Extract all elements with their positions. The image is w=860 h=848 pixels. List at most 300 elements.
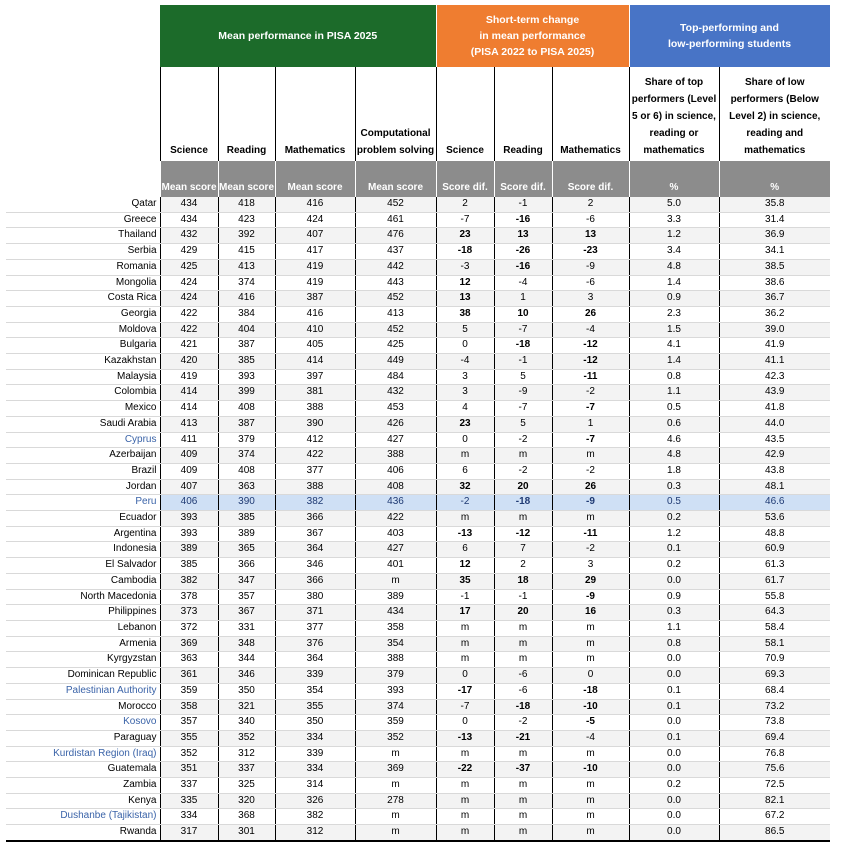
table-cell: 452 [355,197,436,212]
table-cell: 385 [160,558,218,574]
table-cell: -2 [494,432,552,448]
table-cell: -9 [552,259,629,275]
table-cell: m [436,778,494,794]
table-row [6,306,830,322]
table-cell: 0.1 [629,730,719,746]
country-name: Saudi Arabia [6,416,160,432]
country-name: Thailand [6,228,160,244]
table-cell: 331 [218,620,275,636]
table-row [6,652,830,668]
table-cell: 424 [160,275,218,291]
table-cell: 358 [355,620,436,636]
table-row [6,354,830,370]
table-cell: 48.1 [719,479,830,495]
table-cell: 0 [436,432,494,448]
group-mean-performance: Mean performance in PISA 2025 [160,5,436,67]
table-cell: 429 [160,244,218,260]
table-cell: 387 [218,338,275,354]
group-short-term-change [436,5,629,67]
table-row [6,778,830,794]
table-row [6,511,830,527]
table-cell: 413 [218,259,275,275]
table-cell: 412 [275,432,355,448]
table-cell: 417 [275,244,355,260]
table-cell: 12 [436,275,494,291]
country-name: Peru [6,495,160,511]
table-cell: 476 [355,228,436,244]
country-name: Azerbaijan [6,448,160,464]
table-cell: 1.2 [629,526,719,542]
table-cell: 393 [355,683,436,699]
table-cell: 41.8 [719,401,830,417]
country-name: Cyprus [6,432,160,448]
table-cell: 0 [436,715,494,731]
table-body [6,197,830,841]
country-name: Dushanbe (Tajikistan) [6,809,160,825]
table-cell: 38.6 [719,275,830,291]
table-cell: -7 [552,432,629,448]
table-cell: -11 [552,369,629,385]
table-cell: 367 [218,605,275,621]
table-cell: 13 [552,228,629,244]
table-cell: m [436,809,494,825]
table-cell: -16 [494,259,552,275]
table-cell: 16 [552,605,629,621]
table-cell: 344 [218,652,275,668]
table-cell: -26 [494,244,552,260]
table-cell: 406 [355,463,436,479]
table-cell: 404 [218,322,275,338]
table-row [6,558,830,574]
table-row [6,542,830,558]
table-cell: 357 [160,715,218,731]
table-cell: 39.0 [719,322,830,338]
table-cell: 422 [275,448,355,464]
col-header-reading: Reading [218,67,275,161]
country-name: North Macedonia [6,589,160,605]
table-cell: 0.1 [629,699,719,715]
country-name: Indonesia [6,542,160,558]
table-cell: -7 [494,322,552,338]
table-row [6,605,830,621]
table-cell: m [494,825,552,841]
unit-label: Score dif. [494,161,552,197]
table-cell: -7 [494,401,552,417]
table-cell: 0 [552,668,629,684]
table-cell: 69.3 [719,668,830,684]
table-cell: 368 [218,809,275,825]
table-cell: 361 [160,668,218,684]
country-name: Armenia [6,636,160,652]
table-cell: 3.4 [629,244,719,260]
table-row [6,369,830,385]
table-cell: 53.6 [719,511,830,527]
table-cell: 18 [494,573,552,589]
table-cell: 0.5 [629,401,719,417]
table-cell: -2 [436,495,494,511]
subheader-row [6,67,830,161]
table-cell: 1.5 [629,322,719,338]
table-cell: 408 [355,479,436,495]
col-header-mathematics-change: Mathematics [552,67,629,161]
table-cell: -18 [436,244,494,260]
table-row [6,322,830,338]
table-cell: 388 [275,479,355,495]
table-cell: 46.6 [719,495,830,511]
table-cell: 421 [160,338,218,354]
table-cell: 388 [355,652,436,668]
table-cell: 427 [355,542,436,558]
table-cell: 0 [436,338,494,354]
country-name: Philippines [6,605,160,621]
table-cell: -1 [436,589,494,605]
table-cell: -2 [552,542,629,558]
table-cell: 0.2 [629,558,719,574]
table-cell: 369 [160,636,218,652]
table-cell: -5 [552,715,629,731]
table-cell: 355 [160,730,218,746]
unit-label: % [719,161,830,197]
table-cell: 407 [275,228,355,244]
table-cell: 409 [160,448,218,464]
table-cell: 43.8 [719,463,830,479]
table-cell: 405 [275,338,355,354]
table-row [6,526,830,542]
table-cell: 35.8 [719,197,830,212]
table-cell: 3 [436,385,494,401]
table-cell: 432 [355,385,436,401]
table-cell: 17 [436,605,494,621]
table-cell: 442 [355,259,436,275]
country-name: Zambia [6,778,160,794]
table-cell: 377 [275,620,355,636]
pisa-results-table [6,5,831,842]
country-name: Kyrgyzstan [6,652,160,668]
table-cell: 437 [355,244,436,260]
table-cell: 392 [218,228,275,244]
table-cell: m [494,636,552,652]
table-cell: 5 [494,416,552,432]
table-cell: 2 [494,558,552,574]
table-row [6,291,830,307]
table-cell: -11 [552,526,629,542]
table-cell: 0.0 [629,809,719,825]
table-cell: 75.6 [719,762,830,778]
table-cell: m [436,511,494,527]
table-cell: 379 [355,668,436,684]
table-cell: 407 [160,479,218,495]
table-cell: m [436,825,494,841]
table-cell: 414 [160,401,218,417]
table-cell: 334 [275,730,355,746]
table-cell: 452 [355,322,436,338]
table-cell: -2 [494,463,552,479]
table-cell: 4.8 [629,259,719,275]
table-cell: 55.8 [719,589,830,605]
table-cell: -1 [494,589,552,605]
table-cell: m [552,620,629,636]
country-name: Romania [6,259,160,275]
table-cell: 337 [218,762,275,778]
table-cell: 414 [160,385,218,401]
country-name: Brazil [6,463,160,479]
table-cell: 339 [275,746,355,762]
table-cell: 38 [436,306,494,322]
table-cell: 357 [218,589,275,605]
table-cell: 423 [218,212,275,228]
table-cell: 452 [355,291,436,307]
table-cell: 420 [160,354,218,370]
table-cell: 335 [160,793,218,809]
table-cell: m [355,573,436,589]
country-name: Jordan [6,479,160,495]
country-name: Greece [6,212,160,228]
table-cell: 363 [160,652,218,668]
group3-line1: Top-performing and [680,22,779,34]
table-cell: 376 [275,636,355,652]
table-cell: m [494,448,552,464]
table-cell: -3 [436,259,494,275]
table-cell: 358 [160,699,218,715]
group3-line2: low-performing students [667,38,792,50]
table-row [6,416,830,432]
table-cell: 351 [160,762,218,778]
table-cell: 453 [355,401,436,417]
table-cell: 416 [218,291,275,307]
table-cell: 382 [160,573,218,589]
table-cell: 6 [436,463,494,479]
table-row [6,746,830,762]
table-cell: 29 [552,573,629,589]
unit-row [6,161,830,197]
table-cell: 422 [355,511,436,527]
country-name: Paraguay [6,730,160,746]
table-cell: 409 [160,463,218,479]
table-cell: 372 [160,620,218,636]
table-cell: 0.0 [629,793,719,809]
table-cell: 359 [160,683,218,699]
table-row [6,620,830,636]
table-cell: m [436,620,494,636]
table-cell: -37 [494,762,552,778]
table-cell: 366 [218,558,275,574]
col-header-science-change: Science [436,67,494,161]
table-cell: 369 [355,762,436,778]
country-name: Lebanon [6,620,160,636]
table-cell: 363 [218,479,275,495]
table-cell: 411 [160,432,218,448]
table-row [6,479,830,495]
table-cell: 0.8 [629,636,719,652]
table-cell: 76.8 [719,746,830,762]
table-cell: 426 [355,416,436,432]
table-cell: -6 [494,668,552,684]
table-cell: 366 [275,511,355,527]
table-cell: 382 [275,495,355,511]
table-cell: 0.0 [629,746,719,762]
table-cell: 381 [275,385,355,401]
table-cell: 419 [160,369,218,385]
col-header-reading-change: Reading [494,67,552,161]
table-cell: m [552,511,629,527]
table-cell: 382 [275,809,355,825]
table-row [6,385,830,401]
table-cell: 359 [355,715,436,731]
table-cell: -4 [552,322,629,338]
table-cell: 73.2 [719,699,830,715]
table-cell: 374 [355,699,436,715]
table-cell: 3.3 [629,212,719,228]
table-cell: 350 [275,715,355,731]
table-cell: -12 [494,526,552,542]
table-cell: m [436,746,494,762]
unit-label: Mean score [218,161,275,197]
table-cell: 387 [275,291,355,307]
country-name: Moldova [6,322,160,338]
table-cell: 354 [355,636,436,652]
table-cell: -13 [436,730,494,746]
group-top-low-performers [629,5,830,67]
table-cell: -6 [552,212,629,228]
table-cell: 13 [494,228,552,244]
table-row [6,715,830,731]
table-cell: 4.8 [629,448,719,464]
table-cell: 1.8 [629,463,719,479]
table-cell: 416 [275,306,355,322]
table-cell: 389 [218,526,275,542]
table-cell: 73.8 [719,715,830,731]
table-cell: -21 [494,730,552,746]
table-cell: 387 [218,416,275,432]
table-cell: 0.2 [629,778,719,794]
table-cell: 4.1 [629,338,719,354]
country-name: Malaysia [6,369,160,385]
corner-blank [6,5,160,67]
table-cell: 3 [436,369,494,385]
table-row [6,793,830,809]
table-cell: m [355,825,436,841]
table-cell: 325 [218,778,275,794]
country-name: Rwanda [6,825,160,841]
table-cell: 41.1 [719,354,830,370]
country-name: Kenya [6,793,160,809]
table-cell: -16 [494,212,552,228]
table-cell: 58.1 [719,636,830,652]
table-cell: 42.3 [719,369,830,385]
table-cell: 334 [160,809,218,825]
unit-label: Mean score [160,161,218,197]
country-name: Dominican Republic [6,668,160,684]
table-cell: 352 [160,746,218,762]
table-cell: 388 [355,448,436,464]
country-name: El Salvador [6,558,160,574]
table-cell: m [552,448,629,464]
table-cell: -12 [552,354,629,370]
table-cell: 31.4 [719,212,830,228]
table-cell: -7 [436,212,494,228]
table-cell: 1.1 [629,620,719,636]
country-name: Colombia [6,385,160,401]
table-row [6,762,830,778]
table-cell: -10 [552,699,629,715]
table-row [6,401,830,417]
table-cell: 461 [355,212,436,228]
country-name: Kazakhstan [6,354,160,370]
table-cell: 484 [355,369,436,385]
table-cell: 20 [494,605,552,621]
table-cell: 422 [160,322,218,338]
table-cell: 61.7 [719,573,830,589]
table-cell: 374 [218,448,275,464]
table-cell: 380 [275,589,355,605]
unit-label: % [629,161,719,197]
unit-label: Score dif. [552,161,629,197]
table-cell: 385 [218,354,275,370]
table-cell: 340 [218,715,275,731]
table-cell: -2 [494,715,552,731]
table-cell: -12 [552,338,629,354]
table-cell: m [494,746,552,762]
table-cell: m [494,511,552,527]
table-cell: 72.5 [719,778,830,794]
country-name: Mongolia [6,275,160,291]
table-cell: 64.3 [719,605,830,621]
table-cell: -6 [552,275,629,291]
table-row [6,699,830,715]
table-cell: 406 [160,495,218,511]
table-cell: 69.4 [719,730,830,746]
table-cell: m [494,778,552,794]
country-name: Cambodia [6,573,160,589]
table-cell: 403 [355,526,436,542]
table-cell: 425 [355,338,436,354]
table-cell: m [355,809,436,825]
table-cell: 427 [355,432,436,448]
table-cell: 432 [160,228,218,244]
table-cell: 348 [218,636,275,652]
table-cell: 36.2 [719,306,830,322]
col-header-low-performers: Share of low performers (Below Level 2) in science, reading and mathematics [719,67,830,161]
table-cell: 434 [160,212,218,228]
unit-blank [6,161,160,197]
table-cell: 366 [275,573,355,589]
table-cell: 0.2 [629,511,719,527]
table-cell: 0.9 [629,589,719,605]
table-cell: 12 [436,558,494,574]
table-cell: 0.0 [629,825,719,841]
table-cell: 0.1 [629,683,719,699]
table-cell: 419 [275,275,355,291]
table-row [6,825,830,841]
table-cell: 41.9 [719,338,830,354]
col-header-mathematics: Mathematics [275,67,355,161]
table-cell: 397 [275,369,355,385]
table-cell: 393 [218,369,275,385]
table-cell: 399 [218,385,275,401]
table-cell: m [436,448,494,464]
table-cell: 434 [355,605,436,621]
table-cell: 385 [218,511,275,527]
table-cell: 408 [218,401,275,417]
table-cell: -22 [436,762,494,778]
table-cell: 424 [160,291,218,307]
table-cell: -9 [552,589,629,605]
table-cell: -6 [494,683,552,699]
table-cell: 35 [436,573,494,589]
table-cell: m [436,636,494,652]
table-cell: 401 [355,558,436,574]
table-cell: 44.0 [719,416,830,432]
